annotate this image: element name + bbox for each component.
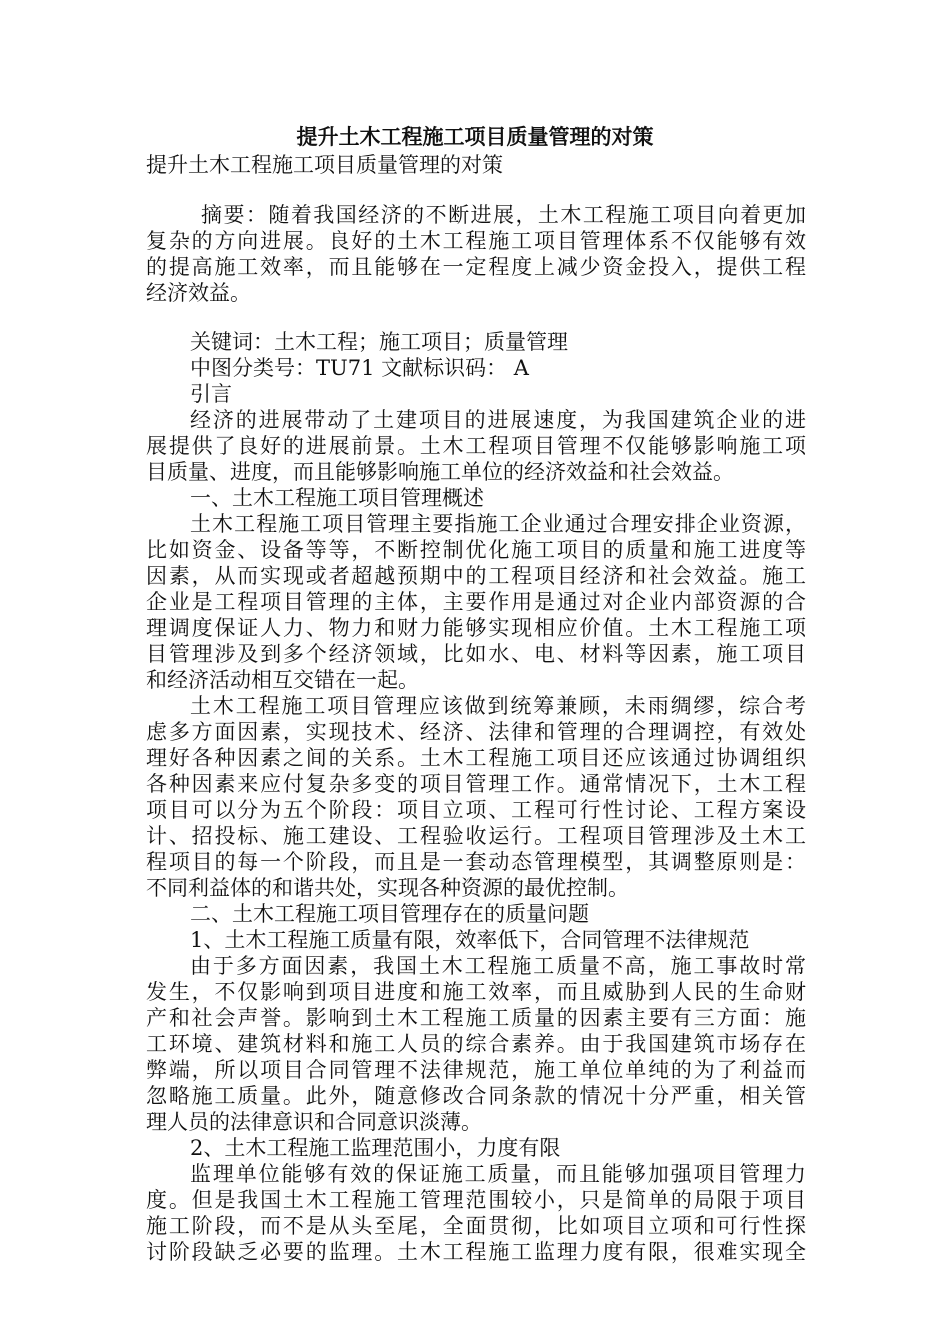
- paragraph-line: 施工阶段，而不是从头至尾，全面贯彻，比如项目立项和可行性探: [146, 1214, 806, 1238]
- paragraph-line: 土木工程施工项目管理主要指施工企业通过合理安排企业资源，: [190, 512, 806, 536]
- paragraph-line: 企业是工程项目管理的主体，主要作用是通过对企业内部资源的合: [146, 590, 806, 614]
- paragraph-line: 各种因素来应付复杂多变的项目管理工作。通常情况下，土木工程: [146, 772, 806, 796]
- abstract-line: 复杂的方向进展。良好的土木工程施工项目管理体系不仅能够有效: [146, 229, 806, 253]
- abstract-line: 的提高施工效率，而且能够在一定程度上减少资金投入，提供工程: [146, 255, 806, 279]
- paragraph-line: 展提供了良好的进展前景。土木工程项目管理不仅能够影响施工项: [146, 434, 806, 458]
- paragraph-line: 项目可以分为五个阶段：项目立项、工程可行性讨论、工程方案设: [146, 798, 806, 822]
- paragraph-line: 目质量、进度，而且能够影响施工单位的经济效益和社会效益。: [146, 460, 734, 484]
- paragraph-line: 弊端，所以项目合同管理不法律规范，施工单位单纯的为了利益而: [146, 1058, 806, 1082]
- paragraph-line: 产和社会声誉。影响到土木工程施工质量的因素主要有三方面：施: [146, 1006, 806, 1030]
- paragraph-line: 度。但是我国土木工程施工管理范围较小，只是简单的局限于项目: [146, 1188, 806, 1212]
- section-heading: 一、土木工程施工项目管理概述: [190, 486, 484, 510]
- classification-line: 中图分类号：TU71 文献标识码： A: [190, 356, 529, 380]
- paragraph-line: 监理单位能够有效的保证施工质量，而且能够加强项目管理力: [190, 1162, 806, 1186]
- paragraph-line: 讨阶段缺乏必要的监理。土木工程施工监理力度有限，很难实现全: [146, 1240, 806, 1264]
- paragraph-line: 工环境、建筑材料和施工人员的综合素养。由于我国建筑市场存在: [146, 1032, 806, 1056]
- subsection-heading: 1、土木工程施工质量有限，效率低下，合同管理不法律规范: [190, 928, 750, 952]
- section-heading: 引言: [190, 382, 232, 406]
- paragraph-line: 土木工程施工项目管理应该做到统筹兼顾，未雨绸缪，综合考: [190, 694, 806, 718]
- paragraph-line: 程项目的每一个阶段，而且是一套动态管理模型，其调整原则是：: [146, 850, 806, 874]
- paragraph-line: 比如资金、设备等等，不断控制优化施工项目的质量和施工进度等: [146, 538, 806, 562]
- abstract-line: 摘要：随着我国经济的不断进展，土木工程施工项目向着更加: [201, 203, 806, 227]
- subtitle-line: 提升土木工程施工项目质量管理的对策: [146, 153, 503, 177]
- document-title: 提升土木工程施工项目质量管理的对策: [296, 124, 654, 149]
- paragraph-line: 发生，不仅影响到项目进度和施工效率，而且威胁到人民的生命财: [146, 980, 806, 1004]
- section-heading: 二、土木工程施工项目管理存在的质量问题: [190, 902, 589, 926]
- subsection-heading: 2、土木工程施工监理范围小，力度有限: [190, 1136, 561, 1160]
- paragraph-line: 计、招投标、施工建设、工程验收运行。工程项目管理涉及土木工: [146, 824, 806, 848]
- paragraph-line: 忽略施工质量。此外，随意修改合同条款的情况十分严重，相关管: [146, 1084, 806, 1108]
- paragraph-line: 理人员的法律意识和合同意识淡薄。: [146, 1110, 482, 1134]
- paragraph-line: 由于多方面因素，我国土木工程施工质量不高，施工事故时常: [190, 954, 806, 978]
- paragraph-line: 经济的进展带动了土建项目的进展速度，为我国建筑企业的进: [190, 408, 806, 432]
- abstract-line: 经济效益。: [146, 281, 251, 305]
- paragraph-line: 因素，从而实现或者超越预期中的工程项目经济和社会效益。施工: [146, 564, 806, 588]
- paragraph-line: 理好各种因素之间的关系。土木工程施工项目还应该通过协调组织: [146, 746, 806, 770]
- paragraph-line: 虑多方面因素，实现技术、经济、法律和管理的合理调控，有效处: [146, 720, 806, 744]
- paragraph-line: 和经济活动相互交错在一起。: [146, 668, 419, 692]
- paragraph-line: 目管理涉及到多个经济领域，比如水、电、材料等因素，施工项目: [146, 642, 806, 666]
- paragraph-line: 理调度保证人力、物力和财力能够实现相应价值。土木工程施工项: [146, 616, 806, 640]
- paragraph-line: 不同利益体的和谐共处，实现各种资源的最优控制。: [146, 876, 629, 900]
- keywords-line: 关键词：土木工程；施工项目；质量管理: [190, 330, 568, 354]
